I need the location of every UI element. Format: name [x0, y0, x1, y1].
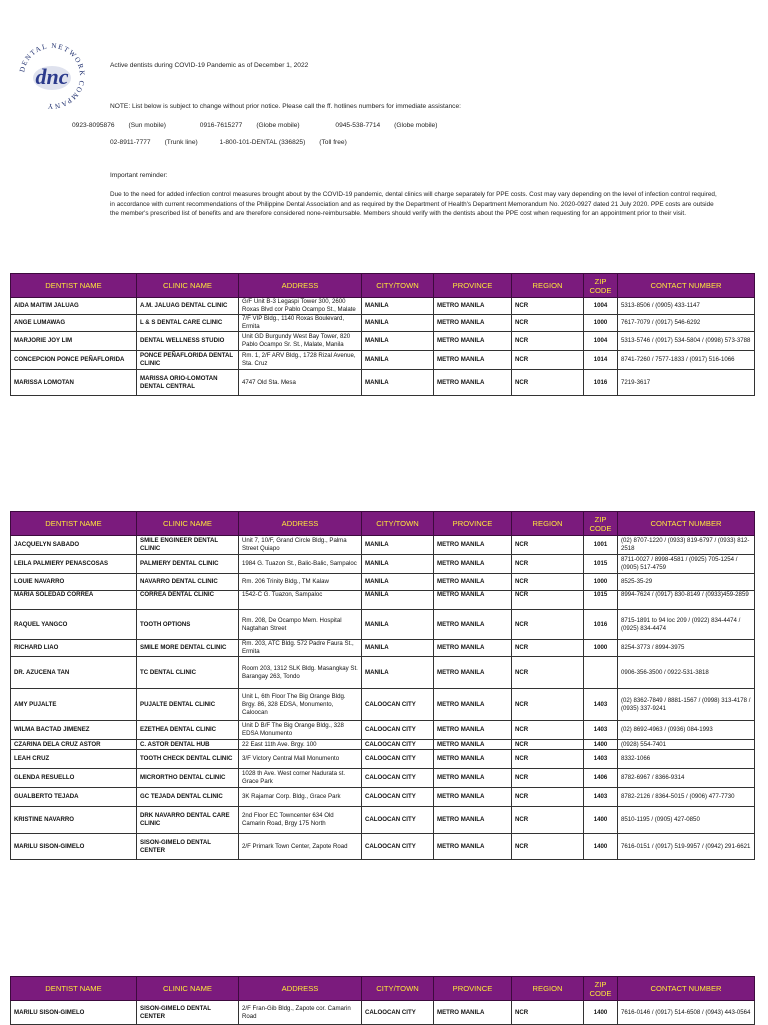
column-header: PROVINCE	[434, 977, 512, 1001]
table-row	[11, 351, 755, 370]
table-cell: CALOOCAN CITY	[362, 740, 434, 750]
table-cell: METRO MANILA	[434, 1001, 512, 1025]
table-cell: 8715-1891 to 94 loc 209 / (0922) 834-4474 / (0925) 834-4474	[618, 610, 755, 640]
table-header-row	[11, 512, 755, 536]
table-cell: METRO MANILA	[434, 721, 512, 740]
logo-mark: dnc	[35, 64, 69, 89]
column-header: CONTACT NUMBER	[618, 977, 755, 1001]
table-cell: NCR	[512, 788, 584, 807]
table-cell: 1403	[584, 721, 618, 740]
table-cell: NCR	[512, 740, 584, 750]
table-cell: TOOTH CHECK DENTAL CLINIC	[137, 750, 239, 769]
table-cell: MARILU SISON-GIMELO	[11, 834, 137, 860]
table-cell: METRO MANILA	[434, 298, 512, 315]
table-cell: 8510-1195 / (0905) 427-0850	[618, 807, 755, 834]
hotline-number: 0916-7615277	[199, 122, 243, 129]
table-cell: 1004	[584, 332, 618, 351]
table-cell: 0906-356-3500 / 0922-531-3818	[618, 657, 755, 689]
table-row	[11, 332, 755, 351]
table-row	[11, 574, 755, 591]
column-header: DENTIST NAME	[11, 512, 137, 536]
table-cell: LEILA PALMIERY PENASCOSAS	[11, 555, 137, 574]
table-cell: 4747 Old Sta. Mesa	[239, 370, 362, 396]
table-cell: METRO MANILA	[434, 332, 512, 351]
table-cell: CALOOCAN CITY	[362, 689, 434, 721]
column-header: CITY/TOWN	[362, 977, 434, 1001]
column-header: DENTIST NAME	[11, 274, 137, 298]
table-cell: LOUIE NAVARRO	[11, 574, 137, 591]
table-cell: Room 203, 1312 SLK Bldg. Masangkay St. Barangay 263, Tondo	[239, 657, 362, 689]
table-cell: (02) 8707-1220 / (0933) 819-6797 / (0933) 812-2518	[618, 536, 755, 555]
table-cell: Unit D B/F The Big Orange Bldg., 328 EDSA Monumento	[239, 721, 362, 740]
hotline-label: (Globe mobile)	[394, 122, 438, 129]
table-row	[11, 370, 755, 396]
table-cell: CALOOCAN CITY	[362, 750, 434, 769]
hotline-number: 0945-538-7714	[335, 122, 381, 129]
column-header: ADDRESS	[239, 977, 362, 1001]
table-cell: 1400	[584, 834, 618, 860]
hotline-label: (Globe mobile)	[256, 122, 300, 129]
table-cell: CALOOCAN CITY	[362, 834, 434, 860]
table-cell: SMILE MORE DENTAL CLINIC	[137, 640, 239, 657]
table-cell: CALOOCAN CITY	[362, 788, 434, 807]
table-cell: 1400	[584, 740, 618, 750]
table-cell: MANILA	[362, 351, 434, 370]
table-cell: NCR	[512, 640, 584, 657]
table-cell: 5313-5746 / (0917) 534-5804 / (0998) 573-3788	[618, 332, 755, 351]
table-cell: 7616-0151 / (0917) 519-9957 / (0942) 291-6621	[618, 834, 755, 860]
table-cell: 8782-2126 / 8364-5015 / (0906) 477-7730	[618, 788, 755, 807]
table-cell: MANILA	[362, 370, 434, 396]
table-cell: 5313-8506 / (0905) 433-1147	[618, 298, 755, 315]
table-cell: C. ASTOR DENTAL HUB	[137, 740, 239, 750]
table-cell: CALOOCAN CITY	[362, 1001, 434, 1025]
table-cell: (0928) 554-7401	[618, 740, 755, 750]
table-cell: 22 East 11th Ave. Brgy. 100	[239, 740, 362, 750]
table-cell: MARJORIE JOY LIM	[11, 332, 137, 351]
hotline-number: 1-800-101-DENTAL (336825)	[219, 139, 306, 146]
table-row	[11, 591, 755, 610]
table-cell: 7617-7079 / (0917) 546-6292	[618, 315, 755, 332]
table-cell: 1984 G. Tuazon St., Balic-Balic, Sampaloc	[239, 555, 362, 574]
table-cell: CALOOCAN CITY	[362, 769, 434, 788]
dentist-table-1	[10, 273, 755, 396]
table-row	[11, 555, 755, 574]
table-cell: METRO MANILA	[434, 740, 512, 750]
column-header: REGION	[512, 512, 584, 536]
table-cell: 2/F Fran-Gib Bldg., Zapote cor. Camarin Road	[239, 1001, 362, 1025]
company-logo	[12, 40, 92, 112]
column-header: ADDRESS	[239, 274, 362, 298]
table-cell: LEAH CRUZ	[11, 750, 137, 769]
column-header: CLINIC NAME	[137, 977, 239, 1001]
table-cell: MARISSA ORIO-LOMOTAN DENTAL CENTRAL	[137, 370, 239, 396]
column-header: CONTACT NUMBER	[618, 512, 755, 536]
table-cell	[584, 657, 618, 689]
table-cell: Unit L, 6th Floor The Big Orange Bldg. Brgy. 86, 328 EDSA, Monumento, Caloocan	[239, 689, 362, 721]
table-cell: 1015	[584, 591, 618, 610]
table-cell: 7219-3617	[618, 370, 755, 396]
column-header: ADDRESS	[239, 512, 362, 536]
table-cell: 1014	[584, 351, 618, 370]
table-cell: MARISSA LOMOTAN	[11, 370, 137, 396]
table-cell: 3K Rajamar Corp. Bldg., Grace Park	[239, 788, 362, 807]
column-header: ZIP CODE	[584, 977, 618, 1001]
table-cell: 1000	[584, 574, 618, 591]
logo-ring-text: DENTAL NETWORK COMPANY	[18, 41, 87, 111]
table-cell: 7/F VIP Bldg., 1140 Roxas Boulevard, Ermita	[239, 315, 362, 332]
table-cell: GC TEJADA DENTAL CLINIC	[137, 788, 239, 807]
table-cell: PALMIERY DENTAL CLINIC	[137, 555, 239, 574]
table-cell: 8711-0027 / 8998-4581 / (0925) 705-1254 / (0905) 517-4759	[618, 555, 755, 574]
table-cell: TC DENTAL CLINIC	[137, 657, 239, 689]
table-cell: MANILA	[362, 536, 434, 555]
document-title: Active dentists during COVID-19 Pandemic as of December 1, 2022	[110, 62, 309, 69]
table-row	[11, 740, 755, 750]
table-row	[11, 689, 755, 721]
column-header: ZIP CODE	[584, 512, 618, 536]
column-header: PROVINCE	[434, 512, 512, 536]
column-header: CLINIC NAME	[137, 274, 239, 298]
table-cell: EZETHEA DENTAL CLINIC	[137, 721, 239, 740]
table-cell: 1016	[584, 610, 618, 640]
table-cell: DRK NAVARRO DENTAL CARE CLINIC	[137, 807, 239, 834]
column-header: ZIP CODE	[584, 274, 618, 298]
table-cell: NCR	[512, 351, 584, 370]
table-row	[11, 315, 755, 332]
table-cell: CALOOCAN CITY	[362, 807, 434, 834]
table-cell: DENTAL WELLNESS STUDIO	[137, 332, 239, 351]
table-row	[11, 1001, 755, 1025]
column-header: PROVINCE	[434, 274, 512, 298]
hotlines-row-1	[72, 121, 451, 131]
table-cell: KRISTINE NAVARRO	[11, 807, 137, 834]
table-cell: NCR	[512, 750, 584, 769]
table-cell: NCR	[512, 610, 584, 640]
table-cell: 3/F Victory Central Mall Monumento	[239, 750, 362, 769]
table-cell: NCR	[512, 721, 584, 740]
table-cell: L & S DENTAL CARE CLINIC	[137, 315, 239, 332]
column-header: CITY/TOWN	[362, 274, 434, 298]
table-cell: 1001	[584, 536, 618, 555]
table-cell: MANILA	[362, 315, 434, 332]
table-row	[11, 769, 755, 788]
column-header: DENTIST NAME	[11, 977, 137, 1001]
table-cell: MANILA	[362, 610, 434, 640]
reminder-body: Due to the need for added infection control measures brought about by the COVID-19 pandemic, dental clinics will charge separately for PPE costs. Cost may vary depending on the level of infection control required, in accordance with current recommendations of the Philippine Dental Association and as required by the Department of Health's Department Memorandum No. 2020-0927 dated 21 July 2020. PPE costs are outside the member's prescribed list of benefits and are therefore considered none-reimbursable. Members should verify with the dentists about the PPE cost when requesting for an appointment prior to their visit.	[110, 191, 717, 218]
table-cell: CONCEPCION PONCE PEÑAFLORIDA	[11, 351, 137, 370]
table-cell: RICHARD LIAO	[11, 640, 137, 657]
table-cell: 8254-3773 / 8994-3975	[618, 640, 755, 657]
hotlines-row-2	[110, 138, 361, 148]
table-cell: DR. AZUCENA TAN	[11, 657, 137, 689]
table-cell: NCR	[512, 332, 584, 351]
table-cell: Rm. 203, ATC Bldg. 572 Padre Faura St., Ermita	[239, 640, 362, 657]
table-cell: Unit 7, 10/F, Grand Circle Bldg., Palma Street Quiapo	[239, 536, 362, 555]
table-row	[11, 640, 755, 657]
table-cell: METRO MANILA	[434, 788, 512, 807]
table-cell: METRO MANILA	[434, 657, 512, 689]
column-header: REGION	[512, 274, 584, 298]
table-cell: METRO MANILA	[434, 351, 512, 370]
column-header: REGION	[512, 977, 584, 1001]
table-cell: NCR	[512, 834, 584, 860]
dentist-table-3	[10, 976, 755, 1025]
hotline-label: (Trunk line)	[164, 139, 198, 146]
table-cell: METRO MANILA	[434, 610, 512, 640]
hotline-label: (Sun mobile)	[128, 122, 166, 129]
table-cell: TOOTH OPTIONS	[137, 610, 239, 640]
table-cell: SISON-GIMELO DENTAL CENTER	[137, 1001, 239, 1025]
table-cell: MANILA	[362, 574, 434, 591]
table-cell: 7616-0146 / (0917) 514-6508 / (0943) 443-0564	[618, 1001, 755, 1025]
table-row	[11, 834, 755, 860]
table-cell: 1403	[584, 750, 618, 769]
dnc-logo-icon	[12, 40, 92, 112]
table-row	[11, 750, 755, 769]
table-cell: NCR	[512, 298, 584, 315]
table-cell: NCR	[512, 574, 584, 591]
table-cell: NCR	[512, 370, 584, 396]
table-cell: METRO MANILA	[434, 834, 512, 860]
table-cell: NCR	[512, 769, 584, 788]
table-cell: MANILA	[362, 591, 434, 610]
table-row	[11, 657, 755, 689]
table-cell: SMILE ENGINEER DENTAL CLINIC	[137, 536, 239, 555]
column-header: CONTACT NUMBER	[618, 274, 755, 298]
table-cell: CORREA DENTAL CLINIC	[137, 591, 239, 610]
table-cell: MANILA	[362, 555, 434, 574]
table-cell: NCR	[512, 555, 584, 574]
dentist-table-2	[10, 511, 755, 860]
table-cell: NCR	[512, 689, 584, 721]
table-header-row	[11, 977, 755, 1001]
table-cell: MANILA	[362, 640, 434, 657]
table-cell: PONCE PEÑAFLORIDA DENTAL CLINIC	[137, 351, 239, 370]
table-cell: METRO MANILA	[434, 315, 512, 332]
table-cell: NCR	[512, 1001, 584, 1025]
table-row	[11, 807, 755, 834]
table-cell: MANILA	[362, 332, 434, 351]
table-cell: MICRORTHO DENTAL CLINIC	[137, 769, 239, 788]
table-cell: 2/F Primark Town Center, Zapote Road	[239, 834, 362, 860]
table-cell: Rm. 1, 2/F ARV Bldg., 1728 Rizal Avenue, Sta. Cruz	[239, 351, 362, 370]
table-cell: 1400	[584, 807, 618, 834]
table-cell: METRO MANILA	[434, 591, 512, 610]
table-cell: CZARINA DELA CRUZ ASTOR	[11, 740, 137, 750]
table-cell: 1400	[584, 1001, 618, 1025]
table-cell: SISON-GIMELO DENTAL CENTER	[137, 834, 239, 860]
table-cell: RAQUEL YANGCO	[11, 610, 137, 640]
table-cell: 1542-C G. Tuazon, Sampaloc	[239, 591, 362, 610]
table-header-row	[11, 274, 755, 298]
table-cell: 8994-7624 / (0917) 830-8149 / (0933)459-2859	[618, 591, 755, 610]
table-cell: METRO MANILA	[434, 750, 512, 769]
table-cell: 1015	[584, 555, 618, 574]
table-cell: 1406	[584, 769, 618, 788]
table-cell: Rm. 206 Trinity Bldg., TM Kalaw	[239, 574, 362, 591]
hotline-number: 02-8911-7777	[110, 139, 151, 146]
table-cell: METRO MANILA	[434, 807, 512, 834]
table-cell: METRO MANILA	[434, 555, 512, 574]
reminder-title: Important reminder:	[110, 172, 168, 179]
table-cell: METRO MANILA	[434, 640, 512, 657]
table-cell: 1028 th Ave. West corner Nadurata st. Grace Park	[239, 769, 362, 788]
table-cell: JACQUELYN SABADO	[11, 536, 137, 555]
table-cell: 1403	[584, 689, 618, 721]
table-row	[11, 610, 755, 640]
table-cell: Rm. 208, De Ocampo Mem. Hospital Nagtahan Street	[239, 610, 362, 640]
table-cell: A.M. JALUAG DENTAL CLINIC	[137, 298, 239, 315]
table-cell: ANGE LUMAWAG	[11, 315, 137, 332]
table-cell: METRO MANILA	[434, 536, 512, 555]
table-cell: MANILA	[362, 298, 434, 315]
table-cell: MARIA SOLEDAD CORREA	[11, 591, 137, 610]
table-cell: GLENDA RESUELLO	[11, 769, 137, 788]
table-cell: NCR	[512, 315, 584, 332]
table-cell: METRO MANILA	[434, 574, 512, 591]
table-cell: Unit GD Burgundy West Bay Tower, 820 Pablo Ocampo Sr. St., Malate, Manila	[239, 332, 362, 351]
column-header: CITY/TOWN	[362, 512, 434, 536]
table-cell: (02) 8692-4963 / (0936) 084-1993	[618, 721, 755, 740]
table-cell: METRO MANILA	[434, 370, 512, 396]
table-cell: 1000	[584, 640, 618, 657]
notice-text: NOTE: List below is subject to change without prior notice. Please call the ff. hotlines numbers for immediate assistance:	[110, 103, 461, 110]
table-cell: NCR	[512, 536, 584, 555]
table-cell: METRO MANILA	[434, 769, 512, 788]
table-cell: AMY PUJALTE	[11, 689, 137, 721]
table-cell: GUALBERTO TEJADA	[11, 788, 137, 807]
table-row	[11, 298, 755, 315]
table-cell: 8332-1066	[618, 750, 755, 769]
table-cell: 8525-35-29	[618, 574, 755, 591]
table-cell: METRO MANILA	[434, 689, 512, 721]
table-cell: NCR	[512, 591, 584, 610]
table-cell: NCR	[512, 657, 584, 689]
table-cell: NAVARRO DENTAL CLINIC	[137, 574, 239, 591]
table-cell: AIDA MAITIM JALUAG	[11, 298, 137, 315]
table-cell: PUJALTE DENTAL CLINIC	[137, 689, 239, 721]
table-cell: 8741-7260 / 7577-1833 / (0917) 516-1066	[618, 351, 755, 370]
hotline-label: (Toll free)	[319, 139, 347, 146]
table-cell: MANILA	[362, 657, 434, 689]
table-cell: WILMA BACTAD JIMENEZ	[11, 721, 137, 740]
table-cell: 1004	[584, 298, 618, 315]
table-cell: MARILU SISON-GIMELO	[11, 1001, 137, 1025]
table-row	[11, 788, 755, 807]
table-cell: 2nd Floor EC Towncenter 634 Old Camarin Road, Brgy 175 North	[239, 807, 362, 834]
hotline-number: 0923-8095876	[72, 122, 115, 129]
table-cell: (02) 8362-7849 / 8881-1567 / (0998) 313-4178 / (0935) 337-9241	[618, 689, 755, 721]
table-cell: 1000	[584, 315, 618, 332]
table-row	[11, 721, 755, 740]
table-row	[11, 536, 755, 555]
column-header: CLINIC NAME	[137, 512, 239, 536]
table-cell: CALOOCAN CITY	[362, 721, 434, 740]
table-cell: NCR	[512, 807, 584, 834]
table-cell: 8782-6967 / 8366-9314	[618, 769, 755, 788]
table-cell: 1016	[584, 370, 618, 396]
table-cell: G/F Unit B-3 Legaspi Tower 300, 2600 Roxas Blvd cor Pablo Ocampo St., Malate	[239, 298, 362, 315]
table-cell: 1403	[584, 788, 618, 807]
